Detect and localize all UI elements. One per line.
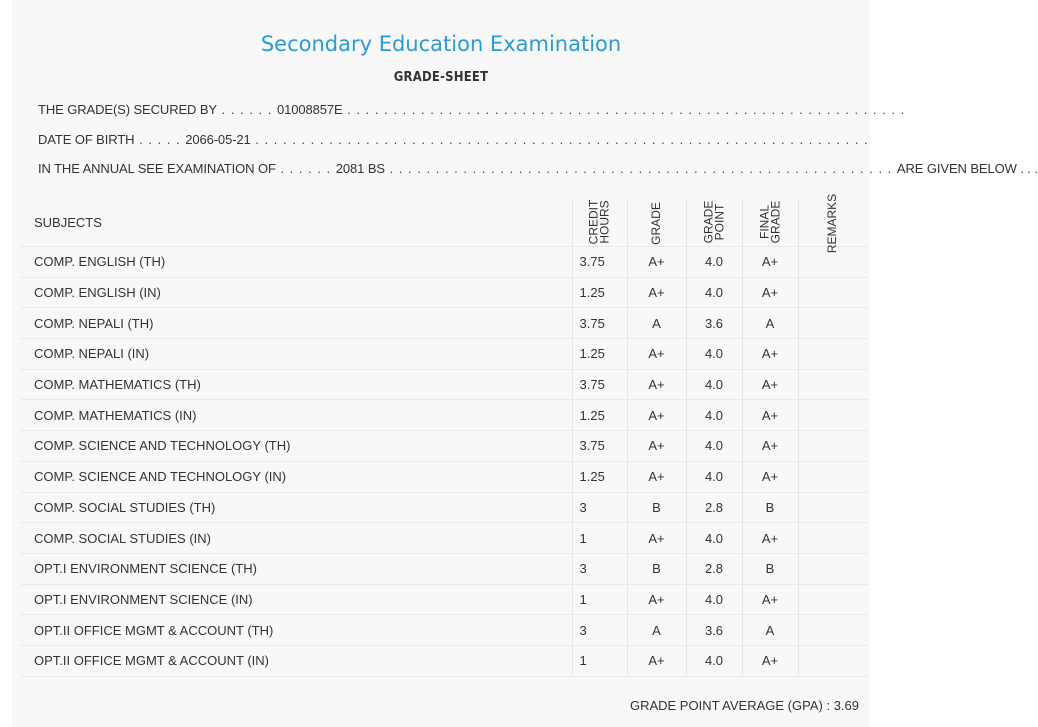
credit-hours-cell: 3.75 [572, 431, 627, 462]
table-row [21, 645, 868, 676]
final-grade-cell: B [742, 553, 798, 584]
dob-value: 2066-05-21 [185, 132, 251, 147]
subject-cell: COMP. ENGLISH (TH) [21, 247, 572, 278]
remarks-cell [798, 615, 868, 646]
credit-hours-cell: 1 [572, 584, 627, 615]
final-grade-cell: A+ [742, 277, 798, 308]
table-row [21, 277, 868, 308]
final-grade-cell: A+ [742, 247, 798, 278]
table-row [21, 369, 868, 400]
subject-cell: COMP. MATHEMATICS (IN) [21, 400, 572, 431]
grade-point-cell: 4.0 [686, 523, 742, 554]
remarks-cell [798, 277, 868, 308]
final-grade-cell: A+ [742, 523, 798, 554]
final-grade-cell: A+ [742, 369, 798, 400]
credit-hours-header: CREDIT HOURS [572, 199, 627, 247]
table-row [21, 553, 868, 584]
remarks-cell [798, 584, 868, 615]
credit-hours-cell: 3 [572, 615, 627, 646]
final-grade-cell: A+ [742, 645, 798, 676]
exam-year: 2081 BS [335, 161, 385, 176]
final-grade-cell: A+ [742, 431, 798, 462]
credit-hours-cell: 3.75 [572, 369, 627, 400]
gpa-line [630, 698, 859, 713]
subject-cell: COMP. MATHEMATICS (TH) [21, 369, 572, 400]
remarks-cell [798, 369, 868, 400]
table-header-row [21, 199, 868, 247]
remarks-cell [798, 553, 868, 584]
grade-cell: B [627, 492, 686, 523]
final-grade-cell: A+ [742, 400, 798, 431]
grade-point-cell: 4.0 [686, 369, 742, 400]
subject-cell: OPT.II OFFICE MGMT & ACCOUNT (IN) [21, 645, 572, 676]
grade-cell: A+ [627, 369, 686, 400]
grade-point-cell: 3.6 [686, 615, 742, 646]
grade-cell: A+ [627, 523, 686, 554]
grade-cell: A [627, 308, 686, 339]
grade-cell: A+ [627, 584, 686, 615]
final-grade-cell: A+ [742, 339, 798, 370]
grade-cell: A+ [627, 461, 686, 492]
table-row [21, 584, 868, 615]
subject-cell: COMP. SCIENCE AND TECHNOLOGY (TH) [21, 431, 572, 462]
remarks-cell [798, 308, 868, 339]
grade-point-cell: 4.0 [686, 461, 742, 492]
credit-hours-cell: 1.25 [572, 277, 627, 308]
grade-cell: B [627, 553, 686, 584]
grade-sheet-panel [12, 0, 1038, 727]
given-below-text: ARE GIVEN BELOW . . . [896, 161, 1038, 176]
grade-point-cell: 4.0 [686, 277, 742, 308]
grade-header: GRADE [627, 199, 686, 247]
grade-point-cell: 4.0 [686, 431, 742, 462]
grade-cell: A [627, 615, 686, 646]
credit-hours-cell: 1.25 [572, 339, 627, 370]
grade-point-cell: 3.6 [686, 308, 742, 339]
final-grade-cell: A+ [742, 584, 798, 615]
page-title: Secondary Education Examination [260, 32, 622, 56]
subject-cell: OPT.I ENVIRONMENT SCIENCE (IN) [21, 584, 572, 615]
subject-cell: COMP. SOCIAL STUDIES (IN) [21, 523, 572, 554]
credit-hours-cell: 3 [572, 492, 627, 523]
final-grade-cell: A [742, 615, 798, 646]
remarks-cell [798, 431, 868, 462]
grade-point-cell: 4.0 [686, 645, 742, 676]
grade-point-cell: 4.0 [686, 400, 742, 431]
final-grade-cell: B [742, 492, 798, 523]
remarks-cell [798, 645, 868, 676]
grade-cell: A+ [627, 277, 686, 308]
subject-cell: COMP. ENGLISH (IN) [21, 277, 572, 308]
credit-hours-cell: 1.25 [572, 400, 627, 431]
grade-point-cell: 4.0 [686, 584, 742, 615]
page-subtitle: GRADE-SHEET [393, 70, 489, 85]
exam-line: IN THE ANNUAL SEE EXAMINATION OF . . . . . . 2081 BS . . . . . . . . . . . . . . . . . . . . . . . . . . . . . . . . . . . . . . . . . . . . . . . . . . . . . . . ARE GIVEN BELOW . . . [38, 161, 1038, 176]
final-grade-cell: A+ [742, 461, 798, 492]
subjects-header: SUBJECTS [21, 199, 572, 247]
table-row [21, 339, 868, 370]
exam-label: IN THE ANNUAL SEE EXAMINATION OF [38, 161, 276, 176]
remarks-header: REMARKS [798, 199, 868, 247]
table-row [21, 400, 868, 431]
credit-hours-cell: 3 [572, 553, 627, 584]
grade-point-header: GRADE POINT [686, 199, 742, 247]
table-row [21, 492, 868, 523]
final-grade-header: FINAL GRADE [742, 199, 798, 247]
subject-cell: COMP. NEPALI (TH) [21, 308, 572, 339]
credit-hours-cell: 1 [572, 645, 627, 676]
grade-point-cell: 2.8 [686, 492, 742, 523]
gpa-label: GRADE POINT AVERAGE (GPA) : [629, 698, 831, 713]
grade-point-cell: 4.0 [686, 247, 742, 278]
remarks-cell [798, 461, 868, 492]
subject-cell: COMP. SCIENCE AND TECHNOLOGY (IN) [21, 461, 572, 492]
credit-hours-cell: 3.75 [572, 247, 627, 278]
table-row [21, 308, 868, 339]
remarks-cell [798, 339, 868, 370]
symbol-number: 01008857E [276, 102, 343, 117]
secured-by-line: THE GRADE(S) SECURED BY . . . . . . 01008857E . . . . . . . . . . . . . . . . . . . . . . . . . . . . . . . . . . . . . . . . . . . . . . . . . . . . . . . . . . . . . [38, 102, 906, 117]
grade-cell: A+ [627, 400, 686, 431]
table-row [21, 247, 868, 278]
credit-hours-cell: 1.25 [572, 461, 627, 492]
dob-line: DATE OF BIRTH . . . . . 2066-05-21 . . . . . . . . . . . . . . . . . . . . . . . . . . . . . . . . . . . . . . . . . . . . . . . . . . . . . . . . . . . . . . . . . . . [38, 132, 869, 147]
remarks-cell [798, 523, 868, 554]
final-grade-cell: A [742, 308, 798, 339]
gpa-value: 3.69 [833, 698, 859, 713]
grades-table [21, 193, 868, 677]
grade-cell: A+ [627, 645, 686, 676]
table-row [21, 615, 868, 646]
table-row [21, 461, 868, 492]
credit-hours-cell: 3.75 [572, 308, 627, 339]
subject-cell: COMP. NEPALI (IN) [21, 339, 572, 370]
subject-cell: COMP. SOCIAL STUDIES (TH) [21, 492, 572, 523]
remarks-cell [798, 492, 868, 523]
subject-cell: OPT.I ENVIRONMENT SCIENCE (TH) [21, 553, 572, 584]
grade-point-cell: 4.0 [686, 339, 742, 370]
table-row [21, 431, 868, 462]
secured-by-label: THE GRADE(S) SECURED BY [38, 102, 218, 117]
remarks-cell [798, 400, 868, 431]
grade-point-cell: 2.8 [686, 553, 742, 584]
subject-cell: OPT.II OFFICE MGMT & ACCOUNT (TH) [21, 615, 572, 646]
grade-cell: A+ [627, 431, 686, 462]
credit-hours-cell: 1 [572, 523, 627, 554]
table-row [21, 523, 868, 554]
grade-cell: A+ [627, 247, 686, 278]
grade-cell: A+ [627, 339, 686, 370]
dob-label: DATE OF BIRTH [38, 132, 135, 147]
